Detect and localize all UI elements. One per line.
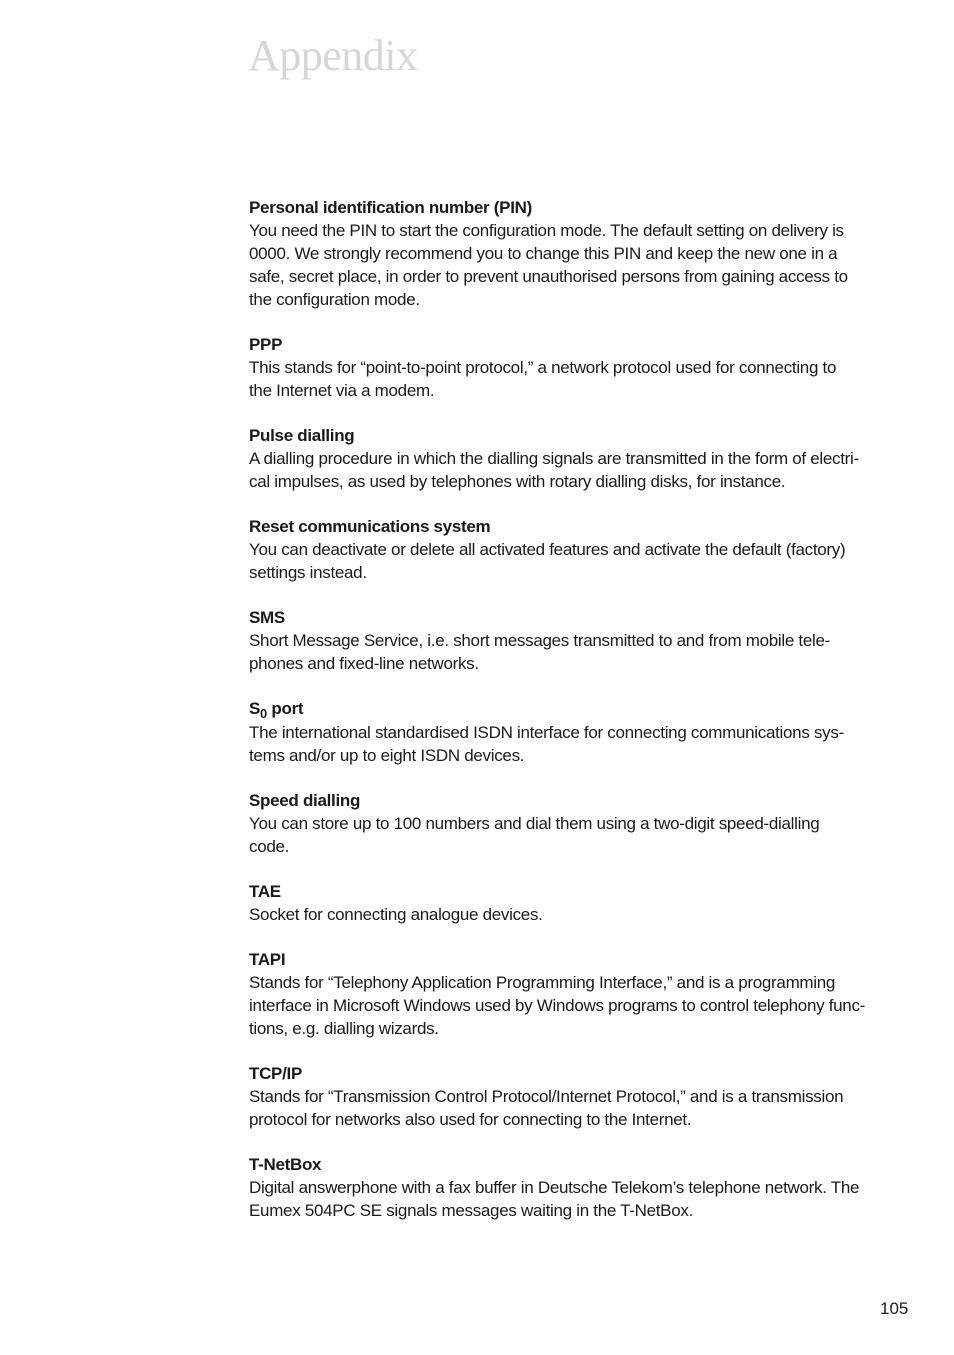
definition-line: The international standardised ISDN interface for connecting communications sys- [249,723,844,742]
definition-line: Short Message Service, i.e. short messages transmitted to and from mobile tele- [249,631,831,650]
definition-line: tems and/or up to eight ISDN devices. [249,746,525,765]
definition-line: phones and fixed-line networks. [249,654,479,673]
definition-line: You can deactivate or delete all activated features and activate the default (factory) [249,540,846,559]
term-definition [249,903,914,926]
definition-line: Socket for connecting analogue devices. [249,905,543,924]
definition-line: Digital answerphone with a fax buffer in Deutsche Telekom’s telephone network. The [249,1178,860,1197]
definition-line: 0000. We strongly recommend you to change this PIN and keep the new one in a [249,244,838,263]
definition-line: interface in Microsoft Windows used by Windows programs to control telephony func- [249,996,866,1015]
glossary-entry-t-netbox [249,1153,914,1222]
definition-line: the Internet via a modem. [249,381,435,400]
glossary-entry-speed-dialling [249,789,914,858]
glossary-entry-tcpip [249,1062,914,1131]
definition-line: This stands for “point-to-point protocol,” a network protocol used for connecting to [249,358,837,377]
term-definition [249,1176,914,1222]
term-heading [249,697,914,721]
definition-line: the configuration mode. [249,290,420,309]
definition-line: code. [249,837,290,856]
term-heading: TAE [249,882,281,901]
term-heading: TAPI [249,950,286,969]
term-rest: port [266,699,304,718]
definition-line: Stands for “Telephony Application Programming Interface,” and is a programming [249,973,836,992]
term-definition [249,356,914,402]
term-definition [249,1085,914,1131]
term-heading: TCP/IP [249,1064,302,1083]
glossary-entry-sms [249,606,914,675]
definition-line: A dialling procedure in which the dialling signals are transmitted in the form of electri- [249,449,859,468]
term-heading: Speed dialling [249,791,361,810]
glossary-entry-tapi [249,948,914,1040]
term-definition [249,629,914,675]
term-definition [249,538,914,584]
term-subscript: 0 [260,706,267,721]
term-base: S [249,699,261,718]
page-number: 105 [880,1299,909,1318]
term-definition [249,812,914,858]
term-definition [249,971,914,1040]
glossary-entry-s0-port [249,697,914,767]
term-heading: Pulse dialling [249,426,355,445]
glossary-entry-pin [249,196,914,311]
term-definition [249,447,914,493]
glossary-entry-pulse-dialling [249,424,914,493]
definition-line: You can store up to 100 numbers and dial them using a two-digit speed-dialling [249,814,820,833]
term-definition [249,721,914,767]
definition-line: Eumex 504PC SE signals messages waiting in the T-NetBox. [249,1201,694,1220]
definition-line: tions, e.g. dialling wizards. [249,1019,439,1038]
glossary-entry-tae [249,880,914,926]
definition-line: settings instead. [249,563,367,582]
glossary-entry-reset [249,515,914,584]
term-heading: Reset communications system [249,517,491,536]
term-heading: SMS [249,608,285,627]
definition-line: You need the PIN to start the configuration mode. The default setting on delivery is [249,221,844,240]
glossary [249,196,914,1244]
glossary-entry-ppp [249,333,914,402]
definition-line: safe, secret place, in order to prevent unauthorised persons from gaining access to [249,267,848,286]
definition-line: cal impulses, as used by telephones with rotary dialling disks, for instance. [249,472,786,491]
page-title: Appendix [248,31,418,80]
term-definition [249,219,914,311]
definition-line: Stands for “Transmission Control Protocol/Internet Protocol,” and is a transmission [249,1087,844,1106]
term-heading: PPP [249,335,283,354]
term-heading: Personal identification number (PIN) [249,198,532,217]
term-heading: T-NetBox [249,1155,322,1174]
definition-line: protocol for networks also used for connecting to the Internet. [249,1110,692,1129]
